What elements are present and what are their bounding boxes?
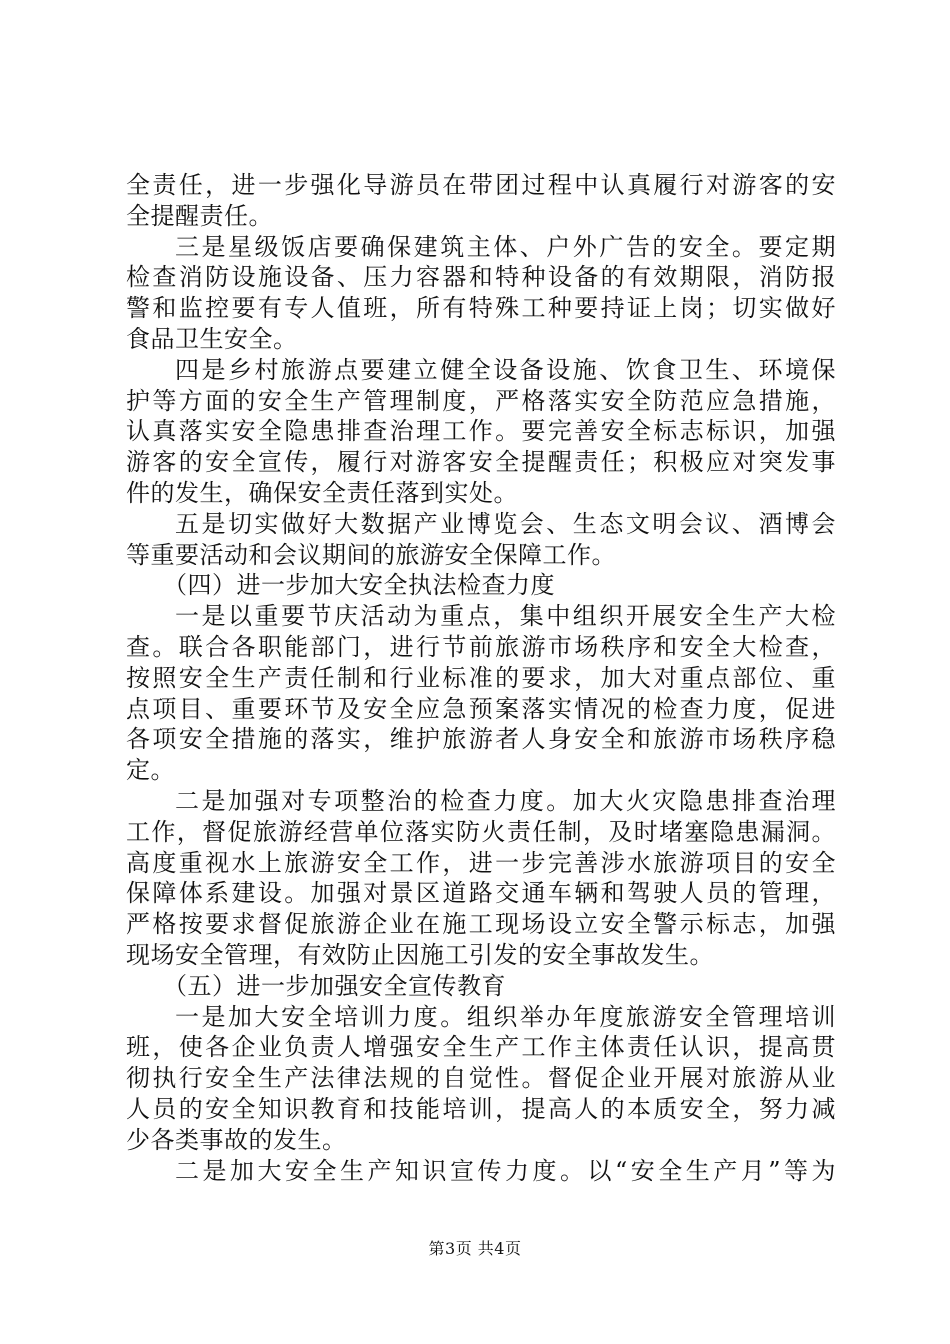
text-line: 一是加大安全培训力度。组织举办年度旅游安全管理培训 xyxy=(175,1002,836,1031)
text-line: 点项目、重要环节及安全应急预案落实情况的检查力度，促进 xyxy=(126,694,836,723)
text-line: 全责任，进一步强化导游员在带团过程中认真履行对游客的安 xyxy=(126,171,836,199)
text-line: （五）进一步加强安全宣传教育 xyxy=(163,971,506,1000)
text-line: 现场安全管理，有效防止因施工引发的安全事故发生。 xyxy=(126,940,714,969)
text-line: 查。联合各职能部门，进行节前旅游市场秩序和安全大检查， xyxy=(126,632,836,661)
text-line: 护等方面的安全生产管理制度，严格落实安全防范应急措施， xyxy=(126,386,836,415)
text-line: 三是星级饭店要确保建筑主体、户外广告的安全。要定期 xyxy=(175,232,836,261)
text-line: 检查消防设施设备、压力容器和特种设备的有效期限，消防报 xyxy=(126,263,836,292)
text-line: 班，使各企业负责人增强安全生产工作主体责任认识，提高贯 xyxy=(126,1033,836,1062)
page-footer: 第3页 共4页 xyxy=(428,1239,522,1258)
text-line: 人员的安全知识教育和技能培训，提高人的本质安全，努力减 xyxy=(126,1094,836,1123)
text-line: 全提醒责任。 xyxy=(126,201,273,230)
text-line: 保障体系建设。加强对景区道路交通车辆和驾驶人员的管理， xyxy=(126,879,836,908)
text-line: 严格按要求督促旅游企业在施工现场设立安全警示标志，加强 xyxy=(126,910,836,939)
text-line: 五是切实做好大数据产业博览会、生态文明会议、酒博会 xyxy=(175,509,836,538)
text-line: 食品卫生安全。 xyxy=(126,324,298,353)
text-line: 工作，督促旅游经营单位落实防火责任制，及时堵塞隐患漏洞。 xyxy=(126,817,836,846)
document-body xyxy=(126,170,836,1186)
text-line: 少各类事故的发生。 xyxy=(126,1125,347,1154)
text-line: 二是加大安全生产知识宣传力度。以“安全生产月”等为 xyxy=(175,1156,836,1185)
text-line: 彻执行安全生产法律法规的自觉性。督促企业开展对旅游从业 xyxy=(126,1064,836,1093)
text-line: 游客的安全宣传，履行对游客安全提醒责任；积极应对突发事 xyxy=(126,448,836,477)
text-line: 高度重视水上旅游安全工作，进一步完善涉水旅游项目的安全 xyxy=(126,848,836,877)
text-line: 二是加强对专项整治的检查力度。加大火灾隐患排查治理 xyxy=(175,786,836,815)
text-line: 定。 xyxy=(126,756,175,785)
text-line: 件的发生，确保安全责任落到实处。 xyxy=(126,478,518,507)
text-line: 一是以重要节庆活动为重点，集中组织开展安全生产大检 xyxy=(175,602,836,631)
text-line: 各项安全措施的落实，维护旅游者人身安全和旅游市场秩序稳 xyxy=(126,725,836,754)
text-line: 警和监控要有专人值班，所有特殊工种要持证上岗；切实做好 xyxy=(126,294,836,323)
text-line: 认真落实安全隐患排查治理工作。要完善安全标志标识，加强 xyxy=(126,417,836,446)
text-line: 四是乡村旅游点要建立健全设备设施、饮食卫生、环境保 xyxy=(175,355,836,384)
text-line: （四）进一步加大安全执法检查力度 xyxy=(163,571,555,600)
text-line: 按照安全生产责任制和行业标准的要求，加大对重点部位、重 xyxy=(126,663,836,692)
text-line: 等重要活动和会议期间的旅游安全保障工作。 xyxy=(126,540,616,569)
